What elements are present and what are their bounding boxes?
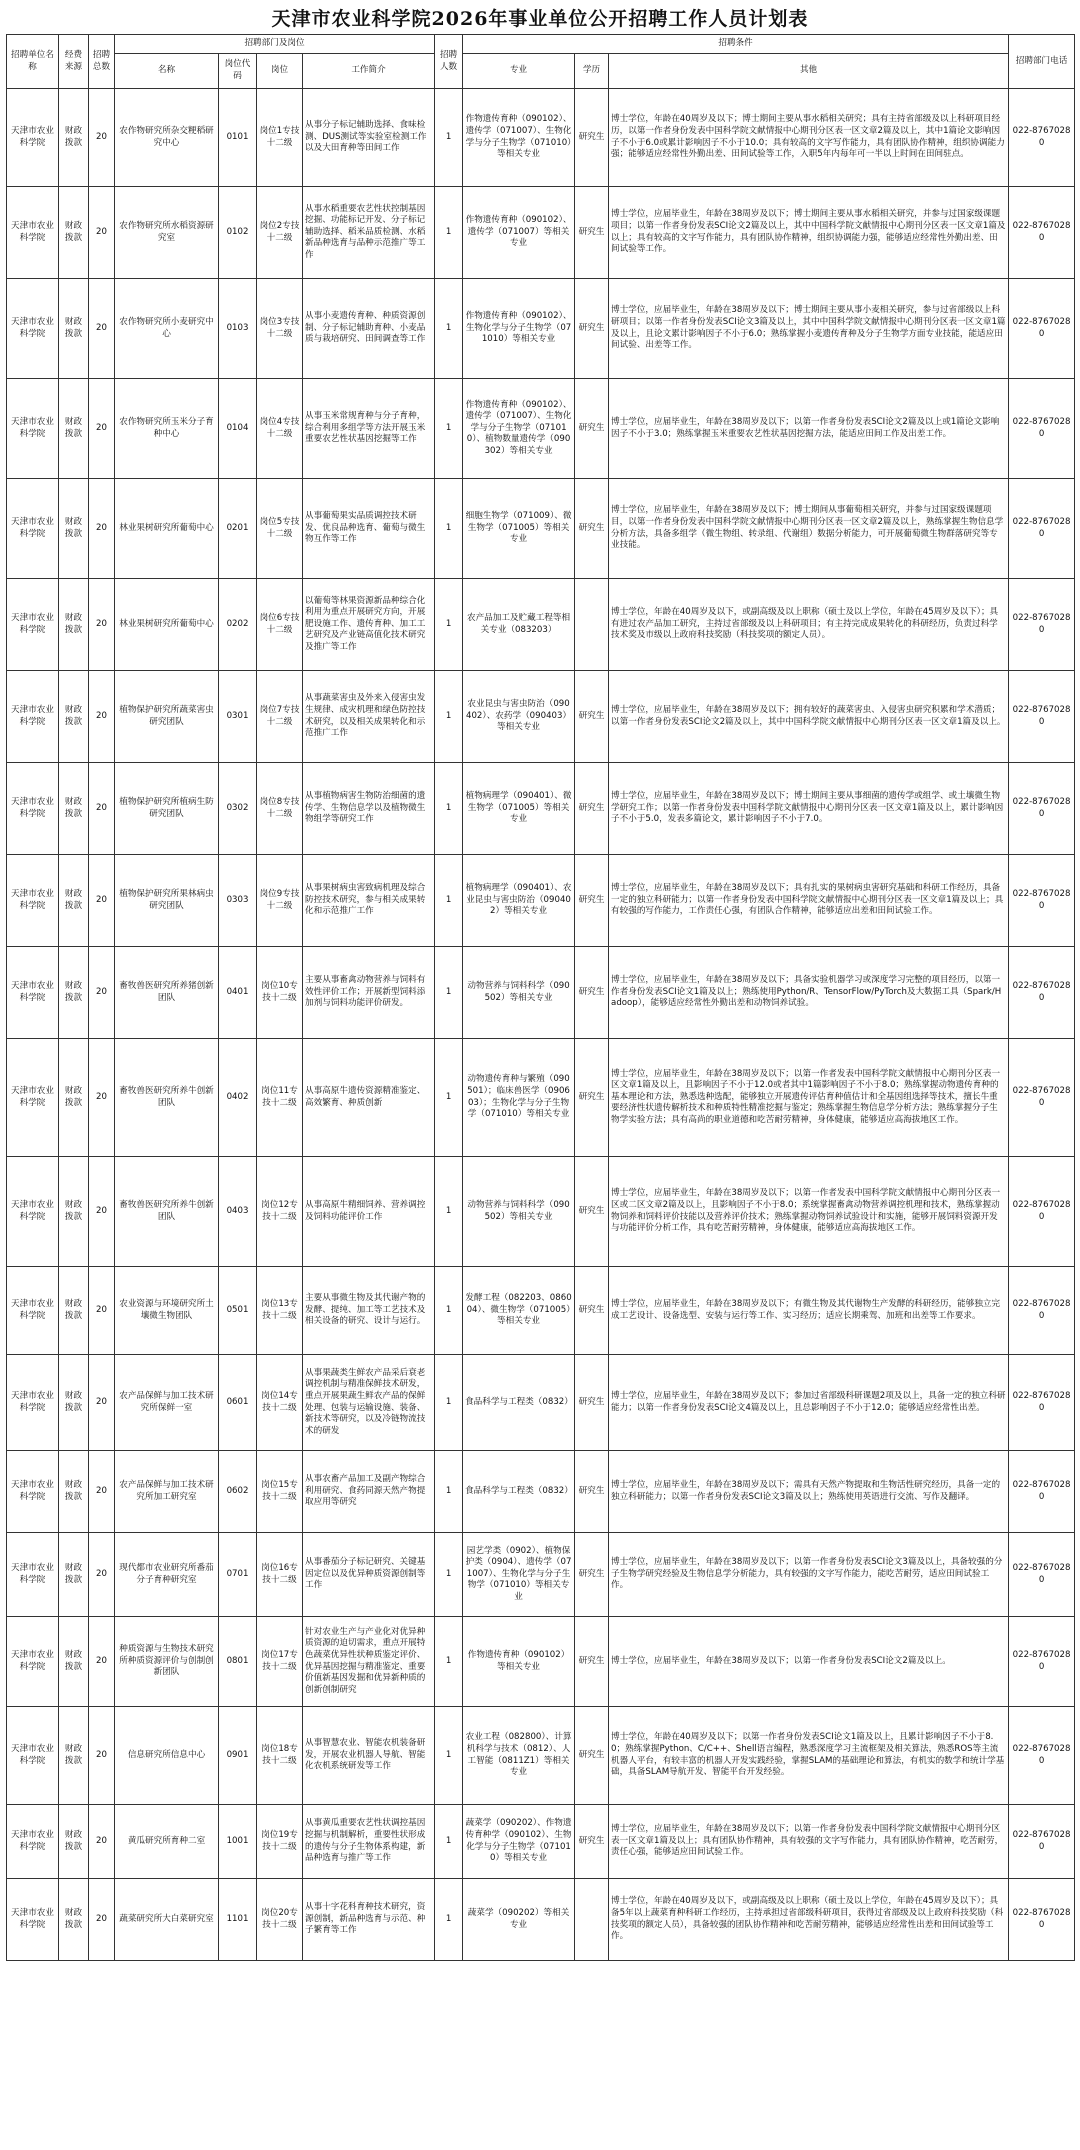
table-row xyxy=(7,1039,1075,1157)
cell-post-code: 0901 xyxy=(219,1707,257,1805)
cell-count: 1 xyxy=(435,671,463,763)
cell-count: 1 xyxy=(435,1533,463,1617)
cell-phone: 022-87670280 xyxy=(1009,947,1075,1039)
cell-count: 1 xyxy=(435,1355,463,1451)
cell-total: 20 xyxy=(89,855,115,947)
cell-unit-name: 天津市农业科学院 xyxy=(7,579,59,671)
cell-count: 1 xyxy=(435,479,463,579)
cell-post-code: 0501 xyxy=(219,1267,257,1355)
cell-post: 岗位6专技十二级 xyxy=(257,579,303,671)
cell-major: 发酵工程（082203、086004）、微生物学（071005）等相关专业 xyxy=(463,1267,575,1355)
cell-post-code: 0701 xyxy=(219,1533,257,1617)
cell-post-code: 0602 xyxy=(219,1451,257,1533)
table-row xyxy=(7,1805,1075,1879)
cell-job-desc: 从事高原牛精细饲养、营养调控及饲料功能评价工作 xyxy=(303,1157,435,1267)
cell-post: 岗位14专技十二级 xyxy=(257,1355,303,1451)
cell-post: 岗位13专技十二级 xyxy=(257,1267,303,1355)
cell-other: 博士学位，应届毕业生，年龄在38周岁及以下；博士期间主要从事水稻相关研究，并参与过国家级课题项目；以第一作者身份发表SCI论文2篇及以上，其中中国科学院文献情报中心期刊分区表一区文章1篇及以上；具有较高的文字写作能力，具有团队协作精神，组织协调能力强，能够适应经常性外勤出差、田间试验等工作。 xyxy=(609,187,1009,279)
table-row xyxy=(7,671,1075,763)
cell-education: 研究生 xyxy=(575,279,609,379)
cell-major: 作物遗传育种（090102）、生物化学与分子生物学（071010）等相关专业 xyxy=(463,279,575,379)
cell-phone: 022-87670280 xyxy=(1009,89,1075,187)
cell-phone: 022-87670280 xyxy=(1009,1805,1075,1879)
cell-funding: 财政拨款 xyxy=(59,1267,89,1355)
cell-total: 20 xyxy=(89,187,115,279)
cell-phone: 022-87670280 xyxy=(1009,187,1075,279)
cell-other: 博士学位，应届毕业生，年龄在38周岁及以下；博士期间从事葡萄相关研究，并参与过国家级课题项目，以第一作者身份发表中国科学院文献情报中心期刊分区表一区文章2篇及以上，熟练掌握生物信息学分析方法，具备多组学（微生物组、转录组、代谢组）数据分析能力，可开展葡萄微生物群落研究等专业技能。 xyxy=(609,479,1009,579)
cell-dept-name: 植物保护研究所植病生防研究团队 xyxy=(115,763,219,855)
cell-total: 20 xyxy=(89,947,115,1039)
cell-post: 岗位11专技十二级 xyxy=(257,1039,303,1157)
cell-post-code: 0202 xyxy=(219,579,257,671)
cell-total: 20 xyxy=(89,1805,115,1879)
cell-dept-name: 蔬菜研究所大白菜研究室 xyxy=(115,1879,219,1961)
cell-dept-name: 畜牧兽医研究所养牛创新团队 xyxy=(115,1039,219,1157)
cell-total: 20 xyxy=(89,579,115,671)
cell-dept-name: 农产品保鲜与加工技术研究所保鲜一室 xyxy=(115,1355,219,1451)
table-row xyxy=(7,1617,1075,1707)
cell-unit-name: 天津市农业科学院 xyxy=(7,1157,59,1267)
cell-other: 博士学位，应届毕业生，年龄在38周岁及以下；以第一作者身份发表中国科学院文献情报中心期刊分区表一区文章1篇及以上；具有团队协作精神，具有较强的文字写作能力，具有团队协作精神，吃苦耐劳，责任心强，能够适应田间试验工作。 xyxy=(609,1805,1009,1879)
cell-other: 博士学位，应届毕业生，年龄在38周岁及以下；有微生物及其代谢物生产发酵的科研经历，能够独立完成工艺设计、设备选型、安装与运行等工作、实习经历；适应长期乘驾、加班和出差等工作要求。 xyxy=(609,1267,1009,1355)
cell-job-desc: 从事分子标记辅助选择、食味检测、DUS测试等实验室检测工作以及大田育种等田间工作 xyxy=(303,89,435,187)
table-row xyxy=(7,479,1075,579)
table-row xyxy=(7,279,1075,379)
cell-other: 博士学位，应届毕业生，年龄在38周岁及以下；具有扎实的果树病虫害研究基础和科研工作经历，具备一定的独立科研能力；以第一作者身份发表中国科学院文献情报中心期刊分区表一区文章1篇及以上；具有较强的写作能力，工作责任心强，有团队合作精神，能够适应出差和田间试验工作。 xyxy=(609,855,1009,947)
cell-count: 1 xyxy=(435,855,463,947)
cell-job-desc: 从事十字花科育种技术研究，资源创制，新品种选育与示范、种子繁育等工作 xyxy=(303,1879,435,1961)
cell-total: 20 xyxy=(89,479,115,579)
cell-post-code: 0102 xyxy=(219,187,257,279)
cell-unit-name: 天津市农业科学院 xyxy=(7,1805,59,1879)
cell-education: 研究生 xyxy=(575,1707,609,1805)
header-job-desc: 工作简介 xyxy=(303,54,435,89)
cell-funding: 财政拨款 xyxy=(59,671,89,763)
cell-count: 1 xyxy=(435,947,463,1039)
cell-funding: 财政拨款 xyxy=(59,89,89,187)
cell-funding: 财政拨款 xyxy=(59,579,89,671)
cell-post-code: 0401 xyxy=(219,947,257,1039)
cell-phone: 022-87670280 xyxy=(1009,1617,1075,1707)
cell-total: 20 xyxy=(89,1879,115,1961)
cell-unit-name: 天津市农业科学院 xyxy=(7,479,59,579)
cell-major: 动物营养与饲料科学（090502）等相关专业 xyxy=(463,947,575,1039)
cell-other: 博士学位，应届毕业生，年龄在38周岁及以下；以第一作者发表中国科学院文献情报中心期刊分区表一区或二区文章2篇及以上，且影响因子不小于8.0；系统掌握畜禽动物营养调控机理和技术，熟练掌握动物饲养和饲料评价技能以及营养评价技术；熟练掌握动物饲养试验设计和实施，能够开展饲料资源开发与功能评价分析工作，具有吃苦耐劳精神，身体健康，能够适应高海拔地区工作。 xyxy=(609,1157,1009,1267)
cell-job-desc: 从事水稻重要农艺性状控制基因挖掘、功能标记开发、分子标记辅助选择、稻米品质检测、水稻新品种选育与品种示范推广等工作 xyxy=(303,187,435,279)
cell-unit-name: 天津市农业科学院 xyxy=(7,1879,59,1961)
cell-post-code: 0104 xyxy=(219,379,257,479)
cell-post-code: 0302 xyxy=(219,763,257,855)
cell-total: 20 xyxy=(89,279,115,379)
cell-unit-name: 天津市农业科学院 xyxy=(7,1707,59,1805)
table-row xyxy=(7,855,1075,947)
header-conditions-group: 招聘条件 xyxy=(463,35,1009,54)
header-phone: 招聘部门电话 xyxy=(1009,35,1075,89)
cell-count: 1 xyxy=(435,1451,463,1533)
cell-unit-name: 天津市农业科学院 xyxy=(7,671,59,763)
cell-job-desc: 从事果树病虫害致病机理及综合防控技术研究，参与相关成果转化和示范推广工作 xyxy=(303,855,435,947)
cell-post-code: 1001 xyxy=(219,1805,257,1879)
cell-phone: 022-87670280 xyxy=(1009,1267,1075,1355)
cell-unit-name: 天津市农业科学院 xyxy=(7,1451,59,1533)
table-row xyxy=(7,1355,1075,1451)
cell-job-desc: 从事葡萄果实品质调控技术研发、优良品种选育、葡萄与微生物互作等工作 xyxy=(303,479,435,579)
header-total: 招聘总数 xyxy=(89,35,115,89)
cell-job-desc: 从事果蔬类生鲜农产品采后衰老调控机制与精准保鲜技术研发，重点开展果蔬生鲜农产品的保鲜处理、包装与运输设施、装备、新技术等研究，以及冷链物流技术的研发 xyxy=(303,1355,435,1451)
header-post-code: 岗位代码 xyxy=(219,54,257,89)
cell-unit-name: 天津市农业科学院 xyxy=(7,379,59,479)
cell-dept-name: 种质资源与生物技术研究所种质资源评价与创制创新团队 xyxy=(115,1617,219,1707)
header-unit-name: 招聘单位名称 xyxy=(7,35,59,89)
cell-phone: 022-87670280 xyxy=(1009,763,1075,855)
header-dept-name: 名称 xyxy=(115,54,219,89)
page-title: 天津市农业科学院2026年事业单位公开招聘工作人员计划表 xyxy=(271,8,809,30)
cell-total: 20 xyxy=(89,1451,115,1533)
cell-other: 博士学位，应届毕业生，年龄在38周岁及以下；博士期间主要从事小麦相关研究，参与过省部级以上科研项目；以第一作者身份发表SCI论文3篇及以上，其中中国科学院文献情报中心期刊分区表一区文章1篇及以上，且论文累计影响因子不小于6.0；熟练掌握小麦遗传育种及分子生物学方面专业技能，能适应田间试验、出差等工作。 xyxy=(609,279,1009,379)
cell-job-desc: 从事高原牛遗传资源精准鉴定、高效繁育、种质创新 xyxy=(303,1039,435,1157)
cell-count: 1 xyxy=(435,1805,463,1879)
cell-total: 20 xyxy=(89,379,115,479)
cell-post: 岗位20专技十二级 xyxy=(257,1879,303,1961)
cell-post-code: 0403 xyxy=(219,1157,257,1267)
cell-job-desc: 从事玉米常规育种与分子育种，综合利用多组学等方法开展玉米重要农艺性状基因挖掘等工作 xyxy=(303,379,435,479)
table-row xyxy=(7,579,1075,671)
table-row xyxy=(7,1533,1075,1617)
cell-dept-name: 黄瓜研究所育种二室 xyxy=(115,1805,219,1879)
cell-unit-name: 天津市农业科学院 xyxy=(7,1617,59,1707)
cell-funding: 财政拨款 xyxy=(59,1533,89,1617)
cell-funding: 财政拨款 xyxy=(59,855,89,947)
cell-post-code: 0303 xyxy=(219,855,257,947)
cell-phone: 022-87670280 xyxy=(1009,1355,1075,1451)
cell-education xyxy=(575,579,609,671)
cell-other: 博士学位，应届毕业生，年龄在38周岁及以下；博士期间主要从事细菌的遗传学或组学、或土壤微生物学研究工作；以第一作者身份发表中国科学院文献情报中心期刊分区表一区文章1篇及以上，累计影响因子不小于5.0，发表多篇论文，累计影响因子不小于7.0。 xyxy=(609,763,1009,855)
cell-post: 岗位18专技十二级 xyxy=(257,1707,303,1805)
cell-job-desc: 从事智慧农业、智能农机装备研发，开展农业机器人导航、智能化农机系统研发等工作 xyxy=(303,1707,435,1805)
cell-other: 博士学位，应届毕业生，年龄在38周岁及以下；拥有较好的蔬菜害虫、入侵害虫研究积累和学术潜质；以第一作者身份发表SCI论文2篇及以上，其中中国科学院文献情报中心期刊分区表一区文章1篇及以上。 xyxy=(609,671,1009,763)
cell-count: 1 xyxy=(435,1617,463,1707)
cell-education: 研究生 xyxy=(575,1355,609,1451)
table-row xyxy=(7,379,1075,479)
cell-post: 岗位17专技十二级 xyxy=(257,1617,303,1707)
cell-post: 岗位3专技十二级 xyxy=(257,279,303,379)
cell-post: 岗位12专技十二级 xyxy=(257,1157,303,1267)
cell-post: 岗位16专技十二级 xyxy=(257,1533,303,1617)
cell-count: 1 xyxy=(435,763,463,855)
cell-job-desc: 从事番茄分子标记研究、关键基因定位以及优异种质资源创制等工作 xyxy=(303,1533,435,1617)
cell-count: 1 xyxy=(435,1157,463,1267)
cell-other: 博士学位，应届毕业生，年龄在38周岁及以下；以第一作者身份发表SCI论文3篇及以上，具备较强的分子生物学研究经验及生物信息学分析能力，具有较强的文字写作能力，能吃苦耐劳，适应田间试验工作。 xyxy=(609,1533,1009,1617)
cell-unit-name: 天津市农业科学院 xyxy=(7,947,59,1039)
cell-education: 研究生 xyxy=(575,1533,609,1617)
cell-dept-name: 畜牧兽医研究所养牛创新团队 xyxy=(115,1157,219,1267)
cell-total: 20 xyxy=(89,1355,115,1451)
table-row xyxy=(7,1451,1075,1533)
cell-job-desc: 从事黄瓜重要农艺性状调控基因挖掘与机制解析，重要性状形成的遗传与分子生物体系构建，新品种选育与推广等工作 xyxy=(303,1805,435,1879)
cell-funding: 财政拨款 xyxy=(59,1879,89,1961)
cell-funding: 财政拨款 xyxy=(59,1707,89,1805)
header-funding: 经费来源 xyxy=(59,35,89,89)
cell-total: 20 xyxy=(89,1533,115,1617)
cell-unit-name: 天津市农业科学院 xyxy=(7,763,59,855)
table-row xyxy=(7,763,1075,855)
cell-major: 作物遗传育种（090102）、遗传学（071007）、生物化学与分子生物学（071010）等相关专业 xyxy=(463,89,575,187)
cell-phone: 022-87670280 xyxy=(1009,1157,1075,1267)
cell-job-desc: 从事小麦遗传育种、种质资源创制、分子标记辅助育种、小麦品质与栽培研究、田间调查等工作 xyxy=(303,279,435,379)
cell-total: 20 xyxy=(89,1707,115,1805)
cell-major: 蔬菜学（090202）等相关专业 xyxy=(463,1879,575,1961)
cell-major: 蔬菜学（090202）、作物遗传育种学（090102）、生物化学与分子生物学（071010）等相关专业 xyxy=(463,1805,575,1879)
cell-dept-name: 林业果树研究所葡萄中心 xyxy=(115,579,219,671)
cell-job-desc: 从事农畜产品加工及副产物综合利用研究、食药同源天然产物提取应用等研究 xyxy=(303,1451,435,1533)
cell-education: 研究生 xyxy=(575,379,609,479)
cell-dept-name: 农作物研究所玉米分子育种中心 xyxy=(115,379,219,479)
cell-funding: 财政拨款 xyxy=(59,763,89,855)
cell-job-desc: 主要从事畜禽动物营养与饲料有效性评价工作；开展新型饲料添加剂与饲料功能评价研发。 xyxy=(303,947,435,1039)
table-row xyxy=(7,1267,1075,1355)
cell-education: 研究生 xyxy=(575,1617,609,1707)
table-row xyxy=(7,947,1075,1039)
cell-other: 博士学位，应届毕业生，年龄在38周岁及以下；以第一作者身份发表SCI论文2篇及以上。 xyxy=(609,1617,1009,1707)
cell-funding: 财政拨款 xyxy=(59,187,89,279)
cell-dept-name: 农产品保鲜与加工技术研究所加工研究室 xyxy=(115,1451,219,1533)
cell-education: 研究生 xyxy=(575,1267,609,1355)
cell-phone: 022-87670280 xyxy=(1009,671,1075,763)
cell-dept-name: 农作物研究所杂交粳稻研究中心 xyxy=(115,89,219,187)
cell-post: 岗位5专技十二级 xyxy=(257,479,303,579)
cell-count: 1 xyxy=(435,1039,463,1157)
cell-post-code: 0402 xyxy=(219,1039,257,1157)
cell-job-desc: 针对农业生产与产业化对优异种质资源的迫切需求，重点开展特色蔬菜优异性状种质鉴定评价、优异基因挖掘与精准鉴定、重要价值新基因发掘和优异新种质的创新创制研究 xyxy=(303,1617,435,1707)
table-row xyxy=(7,1157,1075,1267)
cell-unit-name: 天津市农业科学院 xyxy=(7,855,59,947)
cell-post-code: 0103 xyxy=(219,279,257,379)
cell-funding: 财政拨款 xyxy=(59,379,89,479)
cell-total: 20 xyxy=(89,671,115,763)
cell-funding: 财政拨款 xyxy=(59,479,89,579)
cell-post-code: 1101 xyxy=(219,1879,257,1961)
cell-post: 岗位19专技十二级 xyxy=(257,1805,303,1879)
table-body xyxy=(7,89,1075,1961)
cell-funding: 财政拨款 xyxy=(59,1039,89,1157)
cell-dept-name: 畜牧兽医研究所养猪创新团队 xyxy=(115,947,219,1039)
cell-total: 20 xyxy=(89,1267,115,1355)
cell-job-desc: 主要从事微生物及其代谢产物的发酵、提纯、加工等工艺技术及相关设备的研究、设计与运行。 xyxy=(303,1267,435,1355)
cell-unit-name: 天津市农业科学院 xyxy=(7,187,59,279)
cell-phone: 022-87670280 xyxy=(1009,1451,1075,1533)
cell-major: 作物遗传育种（090102）等相关专业 xyxy=(463,1617,575,1707)
cell-phone: 022-87670280 xyxy=(1009,579,1075,671)
cell-job-desc: 以葡萄等林果资源新品种综合化利用为重点开展研究方向，开展肥设施工作、遗传育种、加工工艺研究及产业链高值化技术研究及推广等工作 xyxy=(303,579,435,671)
cell-total: 20 xyxy=(89,1039,115,1157)
table-row xyxy=(7,1707,1075,1805)
cell-phone: 022-87670280 xyxy=(1009,1879,1075,1961)
cell-education: 研究生 xyxy=(575,855,609,947)
cell-post: 岗位7专技十二级 xyxy=(257,671,303,763)
cell-job-desc: 从事蔬菜害虫及外来入侵害虫发生规律、成灾机理和绿色防控技术研究，以及相关成果转化和示范推广工作 xyxy=(303,671,435,763)
table-row xyxy=(7,1879,1075,1961)
cell-other: 博士学位，应届毕业生，年龄在38周岁及以下；需具有天然产物提取和生物活性研究经历，具备一定的独立科研能力；以第一作者身份发表SCI论文3篇及以上；熟练使用英语进行交流、写作及翻译。 xyxy=(609,1451,1009,1533)
cell-funding: 财政拨款 xyxy=(59,947,89,1039)
header-dept-group: 招聘部门及岗位 xyxy=(115,35,435,54)
cell-dept-name: 植物保护研究所蔬菜害虫研究团队 xyxy=(115,671,219,763)
cell-major: 动物遗传育种与繁殖（090501）；临床兽医学（090603）；生物化学与分子生物学（071010）等相关专业 xyxy=(463,1039,575,1157)
cell-education: 研究生 xyxy=(575,1451,609,1533)
cell-dept-name: 信息研究所信息中心 xyxy=(115,1707,219,1805)
cell-dept-name: 农作物研究所水稻资源研究室 xyxy=(115,187,219,279)
header-post: 岗位 xyxy=(257,54,303,89)
cell-post-code: 0201 xyxy=(219,479,257,579)
cell-other: 博士学位，应届毕业生，年龄在38周岁及以下；具备实验机器学习或深度学习完整的项目经历，以第一作者身份发表SCI论文1篇及以上；熟练使用Python/R、TensorFlow/PyTorch及大数据工具（Spark/Hadoop），能够适应经常性外勤出差和动物饲养试验。 xyxy=(609,947,1009,1039)
cell-major: 细胞生物学（071009）、微生物学（071005）等相关专业 xyxy=(463,479,575,579)
cell-education: 研究生 xyxy=(575,1039,609,1157)
header-major: 专业 xyxy=(463,54,575,89)
cell-major: 植物病理学（090401）、微生物学（071005）等相关专业 xyxy=(463,763,575,855)
cell-other: 博士学位，应届毕业生，年龄在38周岁及以下；以第一作者发表中国科学院文献情报中心期刊分区表一区文章1篇及以上，且影响因子不小于12.0或者其中1篇影响因子不小于8.0；熟练掌握动物遗传育种的基本理论和方法，熟悉选种选配，能够独立开展遗传评估育种值估计和全基因组选择等技术，擅长牛重要经济性状遗传解析技术和种质特性精准挖掘与鉴定；熟练掌握生物信息学分析方法；熟练掌握分子生物学实验方法；具有高尚的职业道德和吃苦耐劳精神，身体健康，能够适应高海拔地区工作。 xyxy=(609,1039,1009,1157)
cell-total: 20 xyxy=(89,89,115,187)
table-row xyxy=(7,187,1075,279)
cell-other: 博士学位，年龄在40周岁及以下；以第一作者身份发表SCI论文1篇及以上，且累计影响因子不小于8.0；熟练掌握Python、C/C++、Shell语言编程，熟悉深度学习主流框架及相关算法，熟悉ROS等主流机器人平台，有较丰富的机器人开发实践经验，掌握SLAM的基础理论和算法，有机实的数学和统计学基础，具备SLAM导航开发、智能平台开发经验。 xyxy=(609,1707,1009,1805)
cell-post: 岗位9专技十二级 xyxy=(257,855,303,947)
cell-major: 农业工程（082800）、计算机科学与技术（0812）、人工智能（0811Z1）等相关专业 xyxy=(463,1707,575,1805)
cell-dept-name: 农业资源与环境研究所土壤微生物团队 xyxy=(115,1267,219,1355)
cell-education: 研究生 xyxy=(575,187,609,279)
cell-post: 岗位1专技十二级 xyxy=(257,89,303,187)
cell-dept-name: 现代都市农业研究所番茄分子育种研究室 xyxy=(115,1533,219,1617)
cell-total: 20 xyxy=(89,763,115,855)
cell-education: 研究生 xyxy=(575,671,609,763)
cell-education: 研究生 xyxy=(575,763,609,855)
cell-unit-name: 天津市农业科学院 xyxy=(7,1355,59,1451)
cell-post-code: 0801 xyxy=(219,1617,257,1707)
cell-other: 博士学位，年龄在40周岁及以下；博士期间主要从事水稻相关研究；具有主持省部级及以上科研项目经历，以第一作者身份发表中国科学院文献情报中心期刊分区表一区文章2篇及以上，其中1篇论文影响因子不小于6.0或累计影响因子不小于10.0；具有较高的文字写作能力，具有团队协作精神，组织协调能力强；能够适应经常性外勤出差、田间试验等工作，入职5年内每年可一半以上时间在田间驻点。 xyxy=(609,89,1009,187)
cell-funding: 财政拨款 xyxy=(59,1451,89,1533)
cell-count: 1 xyxy=(435,1707,463,1805)
cell-phone: 022-87670280 xyxy=(1009,1533,1075,1617)
cell-post-code: 0301 xyxy=(219,671,257,763)
cell-other: 博士学位，年龄在40周岁及以下，或副高级及以上职称（硕士及以上学位，年龄在45周岁及以下）；具有进过农产品加工研究，主持过省部级及以上科研项目；有主持完成成果转化的科研经历，负责过科学技术奖及市级以上政府科技奖励（科技奖项的额定人员）。 xyxy=(609,579,1009,671)
recruitment-table xyxy=(6,34,1075,1961)
cell-education: 研究生 xyxy=(575,1805,609,1879)
cell-job-desc: 从事植物病害生物防治细菌的遗传学、生物信息学以及植物微生物组学等研究工作 xyxy=(303,763,435,855)
cell-education: 研究生 xyxy=(575,1157,609,1267)
cell-count: 1 xyxy=(435,89,463,187)
cell-education: 研究生 xyxy=(575,947,609,1039)
cell-post: 岗位10专技十二级 xyxy=(257,947,303,1039)
cell-count: 1 xyxy=(435,1879,463,1961)
cell-total: 20 xyxy=(89,1157,115,1267)
cell-major: 食品科学与工程类（0832） xyxy=(463,1451,575,1533)
cell-major: 园艺学类（0902）、植物保护类（0904）、遗传学（071007）、生物化学与分子生物学（071010）等相关专业 xyxy=(463,1533,575,1617)
cell-post: 岗位2专技十二级 xyxy=(257,187,303,279)
cell-phone: 022-87670280 xyxy=(1009,1707,1075,1805)
cell-count: 1 xyxy=(435,279,463,379)
cell-education xyxy=(575,1879,609,1961)
cell-major: 农产品加工及贮藏工程等相关专业（083203） xyxy=(463,579,575,671)
cell-post: 岗位15专技十二级 xyxy=(257,1451,303,1533)
cell-count: 1 xyxy=(435,579,463,671)
header-education: 学历 xyxy=(575,54,609,89)
cell-total: 20 xyxy=(89,1617,115,1707)
cell-funding: 财政拨款 xyxy=(59,1617,89,1707)
cell-major: 动物营养与饲料科学（090502）等相关专业 xyxy=(463,1157,575,1267)
cell-major: 食品科学与工程类（0832） xyxy=(463,1355,575,1451)
cell-unit-name: 天津市农业科学院 xyxy=(7,89,59,187)
cell-education: 研究生 xyxy=(575,89,609,187)
cell-post-code: 0601 xyxy=(219,1355,257,1451)
header-other: 其他 xyxy=(609,54,1009,89)
cell-post-code: 0101 xyxy=(219,89,257,187)
cell-dept-name: 植物保护研究所果林病虫研究团队 xyxy=(115,855,219,947)
cell-major: 农业昆虫与害虫防治（090402）、农药学（090403）等相关专业 xyxy=(463,671,575,763)
cell-dept-name: 林业果树研究所葡萄中心 xyxy=(115,479,219,579)
cell-funding: 财政拨款 xyxy=(59,1355,89,1451)
cell-phone: 022-87670280 xyxy=(1009,279,1075,379)
cell-unit-name: 天津市农业科学院 xyxy=(7,1267,59,1355)
table-row xyxy=(7,89,1075,187)
cell-phone: 022-87670280 xyxy=(1009,1039,1075,1157)
cell-major: 作物遗传育种（090102）、遗传学（071007）、生物化学与分子生物学（071010）、植物数量遗传学（090302）等相关专业 xyxy=(463,379,575,479)
cell-count: 1 xyxy=(435,187,463,279)
cell-other: 博士学位，应届毕业生，年龄在38周岁及以下；以第一作者身份发表SCI论文2篇及以上或1篇论文影响因子不小于3.0；熟练掌握玉米重要农艺性状基因挖掘方法，能适应田间工作及出差工作。 xyxy=(609,379,1009,479)
header-count: 招聘人数 xyxy=(435,35,463,89)
cell-post: 岗位4专技十二级 xyxy=(257,379,303,479)
cell-other: 博士学位，年龄在40周岁及以下，或副高级及以上职称（硕士及以上学位，年龄在45周岁及以下）；具备5年以上蔬菜育种科研工作经历，主持承担过省部级科研项目，获得过省部级及以上政府科技奖励（科技奖项的额定人员），具备较强的团队协作精神和吃苦耐劳精神，能够适应经常性出差和田间试验等工作。 xyxy=(609,1879,1009,1961)
cell-funding: 财政拨款 xyxy=(59,1805,89,1879)
cell-major: 作物遗传育种（090102）、遗传学（071007）等相关专业 xyxy=(463,187,575,279)
cell-unit-name: 天津市农业科学院 xyxy=(7,279,59,379)
cell-unit-name: 天津市农业科学院 xyxy=(7,1533,59,1617)
cell-count: 1 xyxy=(435,379,463,479)
cell-count: 1 xyxy=(435,1267,463,1355)
cell-dept-name: 农作物研究所小麦研究中心 xyxy=(115,279,219,379)
cell-education: 研究生 xyxy=(575,479,609,579)
cell-phone: 022-87670280 xyxy=(1009,855,1075,947)
cell-funding: 财政拨款 xyxy=(59,279,89,379)
cell-phone: 022-87670280 xyxy=(1009,379,1075,479)
cell-major: 植物病理学（090401）、农业昆虫与害虫防治（090402）等相关专业 xyxy=(463,855,575,947)
cell-other: 博士学位，应届毕业生，年龄在38周岁及以下；参加过省部级科研课题2项及以上，具备一定的独立科研能力；以第一作者身份发表SCI论文4篇及以上，且总影响因子不小于12.0；能够适应经常性出差。 xyxy=(609,1355,1009,1451)
cell-post: 岗位8专技十二级 xyxy=(257,763,303,855)
cell-phone: 022-87670280 xyxy=(1009,479,1075,579)
cell-funding: 财政拨款 xyxy=(59,1157,89,1267)
cell-unit-name: 天津市农业科学院 xyxy=(7,1039,59,1157)
